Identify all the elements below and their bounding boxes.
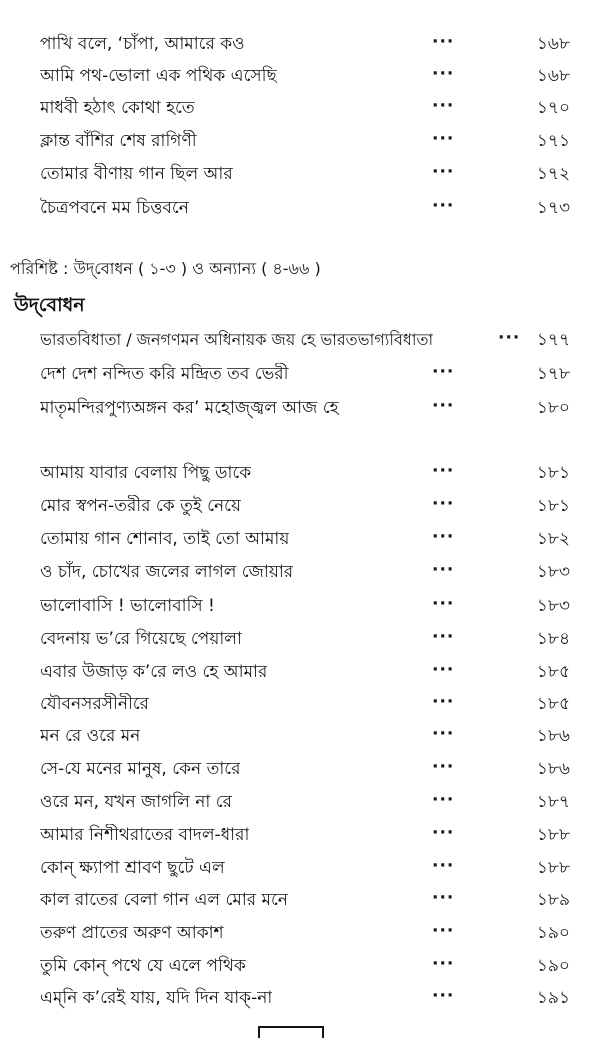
toc-entry xyxy=(0,657,600,687)
entry-page: ১৮৬ xyxy=(536,726,570,746)
entry-page: ১৭০ xyxy=(536,98,570,118)
entry-leader: ··· xyxy=(432,129,455,149)
section-heading: উদ্‌বোধন xyxy=(14,294,85,316)
entry-title: তুমি কোন্ পথে যে এলে পথিক xyxy=(40,956,246,976)
entry-page: ১৮৫ xyxy=(536,694,570,714)
entry-page: ১৮৮ xyxy=(536,825,570,845)
entry-title: বেদনায় ভ’রে গিয়েছে পেয়ালা xyxy=(40,629,242,649)
entry-title: কাল রাতের বেলা গান এল মোর মনে xyxy=(40,890,288,910)
entry-page: ১৭৭ xyxy=(536,330,570,350)
entry-title: কোন্ ক্ষ্যাপা শ্রাবণ ছুটে এল xyxy=(40,858,225,878)
entry-title: তোমায় গান শোনাব, তাই তো আমায় xyxy=(40,529,290,549)
entry-page: ১৭৮ xyxy=(536,364,570,384)
toc-entry xyxy=(0,983,600,1013)
entry-leader: ··· xyxy=(432,986,455,1006)
entry-title: ও চাঁদ, চোখের জলের লাগল জোয়ার xyxy=(40,562,294,582)
entry-title: তোমার বীণায় গান ছিল আর xyxy=(40,164,233,184)
entry-page: ১৮৬ xyxy=(536,759,570,779)
entry-page: ১৮১ xyxy=(536,496,570,516)
entry-page: ১৮২ xyxy=(536,529,570,549)
entry-title: ভালোবাসি ! ভালোবাসি ! xyxy=(40,596,215,616)
entry-leader: ··· xyxy=(432,196,455,216)
entry-title: মন রে ওরে মন xyxy=(40,726,141,746)
entry-title: তরুণ প্রাতের অরুণ আকাশ xyxy=(40,923,224,943)
entry-page: ১৭২ xyxy=(536,164,570,184)
entry-leader: ··· xyxy=(432,461,455,481)
entry-title: দেশ দেশ নন্দিত করি মন্দ্রিত তব ভেরী xyxy=(40,364,289,384)
entry-title: পাখি বলে, ‘চাঁপা, আমারে কও xyxy=(40,34,245,54)
toc-entry xyxy=(0,885,600,915)
toc-entry xyxy=(0,359,600,389)
entry-title: ওরে মন, যখন জাগলি না রে xyxy=(40,792,232,812)
entry-leader: ··· xyxy=(432,724,455,744)
entry-page: ১৯১ xyxy=(536,988,570,1008)
entry-leader: ··· xyxy=(432,757,455,777)
entry-title: ভারতবিধাতা / জনগণমন অধিনায়ক জয় হে ভারতভাগ্যবিধাতা xyxy=(40,330,434,349)
entry-title: আমি পথ-ভোলা এক পথিক এসেছি xyxy=(40,66,277,86)
entry-leader: ··· xyxy=(432,362,455,382)
entry-leader: ··· xyxy=(432,64,455,84)
entry-leader: ··· xyxy=(432,954,455,974)
toc-entry xyxy=(0,193,600,223)
toc-entry xyxy=(0,491,600,521)
toc-entry xyxy=(0,853,600,883)
entry-leader: ··· xyxy=(432,888,455,908)
entry-page: ১৮৯ xyxy=(536,890,570,910)
entry-page: ১৮৩ xyxy=(536,562,570,582)
toc-entry xyxy=(0,591,600,621)
entry-title: মোর স্বপন-তরীর কে তুই নেয়ে xyxy=(40,496,241,516)
entry-leader: ··· xyxy=(432,790,455,810)
toc-entry xyxy=(0,126,600,156)
entry-page: ১৮৩ xyxy=(536,596,570,616)
entry-title: এবার উজাড় ক’রে লও হে আমার xyxy=(40,662,268,682)
entry-title: এম্‌নি ক’রেই যায়, যদি দিন যাক্‌-না xyxy=(40,988,273,1008)
entry-title: সে-যে মনের মানুষ, কেন তারে xyxy=(40,759,241,779)
entry-page: ১৮৫ xyxy=(536,662,570,682)
toc-entry xyxy=(0,93,600,123)
toc-entry xyxy=(0,29,600,59)
entry-title: যৌবনসরসীনীরে xyxy=(40,694,150,714)
toc-entry xyxy=(0,325,600,355)
entry-leader: ··· xyxy=(432,594,455,614)
toc-entry xyxy=(0,787,600,817)
toc-entry xyxy=(0,159,600,189)
entry-leader: ··· xyxy=(432,396,455,416)
entry-leader: ··· xyxy=(498,328,521,348)
toc-entry xyxy=(0,918,600,948)
toc-entry xyxy=(0,557,600,587)
toc-entry xyxy=(0,624,600,654)
entry-title: আমার নিশীথরাতের বাদল-ধারা xyxy=(40,825,250,845)
toc-entry xyxy=(0,689,600,719)
entry-title: চৈত্রপবনে মম চিত্তবনে xyxy=(40,198,189,218)
toc-entry xyxy=(0,754,600,784)
toc-entry xyxy=(0,458,600,488)
entry-page: ১৮১ xyxy=(536,463,570,483)
entry-page: ১৮৭ xyxy=(536,792,570,812)
entry-page: ১৭৩ xyxy=(536,198,570,218)
entry-title: মাধবী হঠাৎ কোথা হতে xyxy=(40,98,195,118)
entry-title: ক্লান্ত বাঁশির শেষ রাগিণী xyxy=(40,131,197,151)
entry-page: ১৬৮ xyxy=(536,66,570,86)
entry-leader: ··· xyxy=(432,823,455,843)
entry-leader: ··· xyxy=(432,162,455,182)
entry-leader: ··· xyxy=(432,921,455,941)
entry-leader: ··· xyxy=(432,32,455,52)
entry-leader: ··· xyxy=(432,96,455,116)
entry-leader: ··· xyxy=(432,856,455,876)
appendix-heading: পরিশিষ্ট : উদ্‌বোধন ( ১-৩ ) ও অন্যান্য ( ৪-৬৬ ) xyxy=(10,259,321,278)
page-footer-bracket xyxy=(258,1026,324,1038)
entry-page: ১৮৪ xyxy=(536,629,570,649)
entry-page: ১৬৮ xyxy=(536,34,570,54)
entry-page: ১৮০ xyxy=(536,398,570,418)
entry-page: ১৮৮ xyxy=(536,858,570,878)
entry-page: ১৭১ xyxy=(536,131,570,151)
toc-entry xyxy=(0,524,600,554)
entry-leader: ··· xyxy=(432,660,455,680)
toc-entry xyxy=(0,951,600,981)
entry-leader: ··· xyxy=(432,560,455,580)
toc-entry xyxy=(0,721,600,751)
entry-title: মাতৃমন্দিরপুণ্যঅঙ্গন কর’ মহোজ্জ্বল আজ হে xyxy=(40,398,339,418)
entry-page: ১৯০ xyxy=(536,956,570,976)
entry-leader: ··· xyxy=(432,627,455,647)
entry-leader: ··· xyxy=(432,527,455,547)
entry-page: ১৯০ xyxy=(536,923,570,943)
entry-leader: ··· xyxy=(432,494,455,514)
toc-entry xyxy=(0,393,600,423)
toc-entry xyxy=(0,820,600,850)
entry-leader: ··· xyxy=(432,692,455,712)
entry-title: আমায় যাবার বেলায় পিছু ডাকে xyxy=(40,463,252,483)
toc-entry xyxy=(0,61,600,91)
